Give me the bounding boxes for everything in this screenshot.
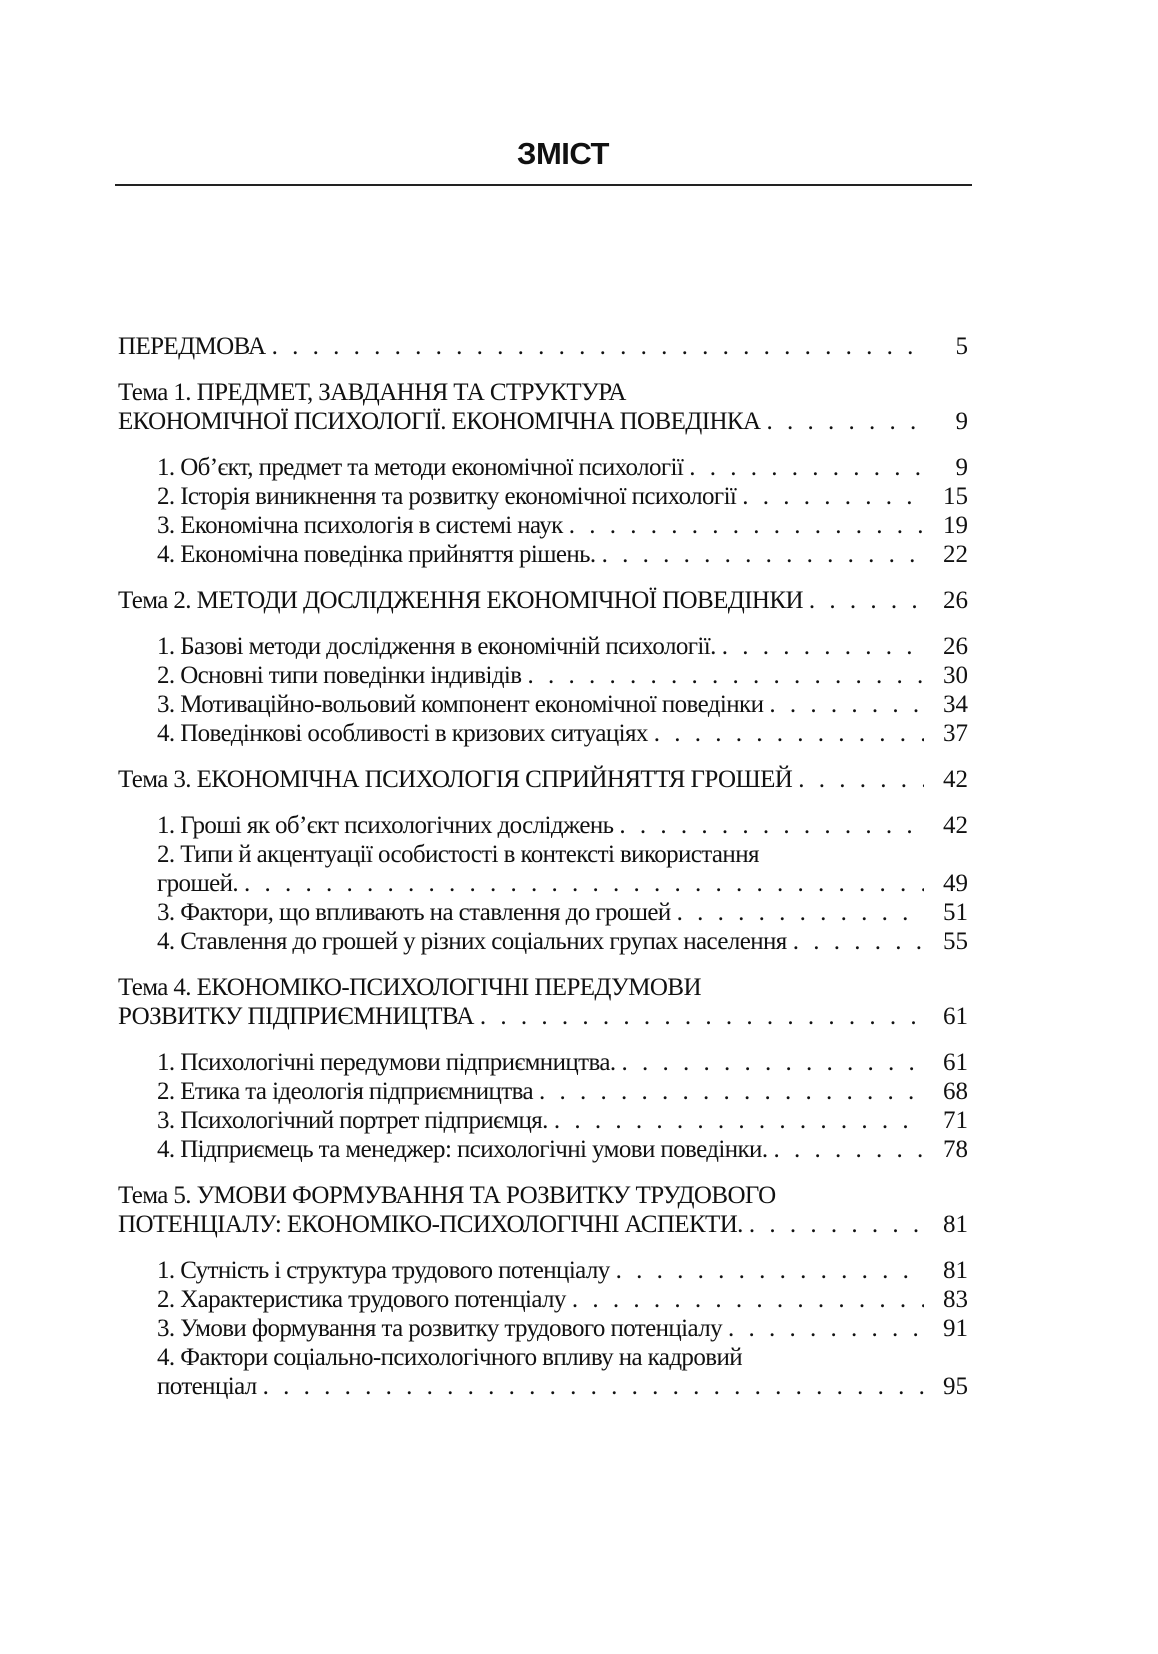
toc-entry-text: 2. Характеристика трудового потенціалу — [157, 1286, 566, 1313]
toc-topic-entry — [118, 586, 968, 615]
toc-subsection-entry — [118, 1135, 968, 1164]
toc-entry-text: 3. Умови формування та розвитку трудового потенціалу — [157, 1315, 723, 1342]
toc-entry-text: Тема 4. ЕКОНОМІКО-ПСИХОЛОГІЧНІ ПЕРЕДУМОВИ — [118, 974, 701, 1001]
title-underline — [115, 184, 972, 186]
toc-entry-text: ЕКОНОМІЧНОЇ ПСИХОЛОГІЇ. ЕКОНОМІЧНА ПОВЕДІНКА — [118, 408, 761, 435]
dot-leader — [716, 632, 924, 661]
toc-entry-text: ПОТЕНЦІАЛУ: ЕКОНОМІКО-ПСИХОЛОГІЧНІ АСПЕКТИ. — [118, 1211, 743, 1238]
dot-leader — [787, 927, 924, 956]
toc-subsection-entry — [118, 1343, 968, 1401]
dot-leader — [736, 482, 924, 511]
toc-line — [118, 973, 968, 1002]
toc-subsection-entry — [118, 1077, 968, 1106]
toc-page-number: 42 — [943, 766, 968, 793]
toc-subsection-entry — [118, 540, 968, 569]
toc-line — [118, 1077, 968, 1106]
dot-leader — [613, 811, 924, 840]
toc-line — [118, 511, 968, 540]
toc-topic-entry — [118, 1181, 968, 1239]
toc-line — [118, 482, 968, 511]
toc-page-number: 78 — [943, 1136, 968, 1163]
toc-subsection-entry — [118, 840, 968, 898]
dot-leader — [768, 1135, 925, 1164]
toc-line — [118, 811, 968, 840]
toc-page-number: 22 — [943, 541, 968, 568]
toc-line — [118, 1314, 968, 1343]
toc-entry-text: 4. Фактори соціально-психологічного впливу на кадровий — [157, 1344, 742, 1371]
dot-leader — [722, 1314, 924, 1343]
toc-topic-entry — [118, 332, 968, 361]
toc-entry-text: 4. Економічна поведінка прийняття рішень. — [157, 541, 596, 568]
toc-entry-text: 1. Сутність і структура трудового потенціалу — [157, 1257, 610, 1284]
toc-line — [118, 632, 968, 661]
toc-entry-text: грошей. — [157, 870, 239, 897]
toc-page-number: 15 — [943, 483, 968, 510]
toc-line — [118, 1048, 968, 1077]
toc-entry-text: 3. Економічна психологія в системі наук — [157, 512, 563, 539]
toc-page-number: 95 — [943, 1373, 968, 1400]
toc-subsection-entry — [118, 661, 968, 690]
toc-entry-text: ПЕРЕДМОВА — [118, 333, 266, 360]
toc-page-number: 42 — [943, 812, 968, 839]
toc-line — [118, 1256, 968, 1285]
toc-page-number: 91 — [943, 1315, 968, 1342]
dot-leader — [763, 690, 924, 719]
toc-entry-text: 1. Психологічні передумови підприємництва. — [157, 1049, 616, 1076]
toc-entry-text: потенціал — [157, 1373, 257, 1400]
toc-page-number: 26 — [943, 587, 968, 614]
dot-leader — [474, 1002, 924, 1031]
toc-page-number: 19 — [943, 512, 968, 539]
toc-subsection-entry — [118, 1048, 968, 1077]
toc-entry-text: Тема 1. ПРЕДМЕТ, ЗАВДАННЯ ТА СТРУКТУРА — [118, 379, 626, 406]
toc-line — [118, 540, 968, 569]
dot-leader — [563, 511, 924, 540]
toc-subsection-entry — [118, 811, 968, 840]
toc-subsection-entry — [118, 1314, 968, 1343]
toc-subsection-entry — [118, 632, 968, 661]
dot-leader — [238, 869, 924, 898]
toc-line — [118, 1181, 968, 1210]
toc-subsection-entry — [118, 511, 968, 540]
toc-line — [118, 332, 968, 361]
toc-topic-entry — [118, 378, 968, 436]
dot-leader — [743, 1210, 924, 1239]
toc-line — [118, 898, 968, 927]
toc-page-number: 9 — [955, 408, 968, 435]
dot-leader — [616, 1048, 925, 1077]
toc-subsection-entry — [118, 898, 968, 927]
toc-line — [118, 1002, 968, 1031]
toc-entry-text: 3. Психологічний портрет підприємця. — [157, 1107, 548, 1134]
toc-entry-text: 3. Фактори, що впливають на ставлення до грошей — [157, 899, 671, 926]
toc-entry-text: 4. Поведінкові особливості в кризових ситуаціях — [157, 720, 648, 747]
toc-page-number: 51 — [943, 899, 968, 926]
toc-entry-text: 2. Основні типи поведінки індивідів — [157, 662, 522, 689]
toc-page-number: 30 — [943, 662, 968, 689]
dot-leader — [266, 332, 924, 361]
toc-entry-text: 1. Об’єкт, предмет та методи економічної психології — [157, 454, 684, 481]
toc-page-number: 81 — [943, 1257, 968, 1284]
toc-line — [118, 927, 968, 956]
dot-leader — [803, 586, 924, 615]
toc-entry-text: 2. Типи й акцентуації особистості в контексті використання — [157, 841, 759, 868]
dot-leader — [522, 661, 925, 690]
toc-page-number: 61 — [943, 1003, 968, 1030]
toc-page-number: 34 — [943, 691, 968, 718]
dot-leader — [671, 898, 924, 927]
toc-line — [118, 1210, 968, 1239]
toc-line — [118, 1135, 968, 1164]
toc-entry-text: 1. Базові методи дослідження в економічній психології. — [157, 633, 716, 660]
toc-entry-text: 3. Мотиваційно-вольовий компонент економічної поведінки — [157, 691, 764, 718]
toc-line — [118, 661, 968, 690]
toc-page-number: 81 — [943, 1211, 968, 1238]
toc-subsection-entry — [118, 927, 968, 956]
toc-line — [118, 1343, 968, 1372]
toc-entry-text: Тема 3. ЕКОНОМІЧНА ПСИХОЛОГІЯ СПРИЙНЯТТЯ ГРОШЕЙ — [118, 766, 793, 793]
toc-entry-text: РОЗВИТКУ ПІДПРИЄМНИЦТВА — [118, 1003, 474, 1030]
toc-subsection-entry — [118, 1106, 968, 1135]
toc-entry-text: 4. Підприємець та менеджер: психологічні умови поведінки. — [157, 1136, 768, 1163]
dot-leader — [648, 719, 924, 748]
dot-leader — [760, 407, 924, 436]
toc-page-number: 71 — [943, 1107, 968, 1134]
toc-line — [118, 453, 968, 482]
toc-line — [118, 840, 968, 869]
toc-page-number: 68 — [943, 1078, 968, 1105]
toc-line — [118, 1106, 968, 1135]
toc-subsection-entry — [118, 719, 968, 748]
dot-leader — [566, 1285, 924, 1314]
toc-entry-text: 2. Етика та ідеологія підприємництва — [157, 1078, 534, 1105]
toc-line — [118, 1372, 968, 1401]
toc-line — [118, 378, 968, 407]
toc-entry-text: 2. Історія виникнення та розвитку економічної психології — [157, 483, 737, 510]
toc-subsection-entry — [118, 1285, 968, 1314]
dot-leader — [548, 1106, 924, 1135]
toc-line — [118, 719, 968, 748]
toc-entry-text: Тема 2. МЕТОДИ ДОСЛІДЖЕННЯ ЕКОНОМІЧНОЇ ПОВЕДІНКИ — [118, 587, 803, 614]
toc-page-number: 61 — [943, 1049, 968, 1076]
toc-line — [118, 586, 968, 615]
toc-entry-text: Тема 5. УМОВИ ФОРМУВАННЯ ТА РОЗВИТКУ ТРУДОВОГО — [118, 1182, 776, 1209]
toc-subsection-entry — [118, 690, 968, 719]
toc-line — [118, 1285, 968, 1314]
page-title: ЗМІСТ — [517, 136, 609, 171]
toc-page-number: 26 — [943, 633, 968, 660]
toc-page-number: 9 — [955, 454, 968, 481]
toc-topic-entry — [118, 973, 968, 1031]
toc-entry-text: 1. Гроші як об’єкт психологічних досліджень — [157, 812, 614, 839]
table-of-contents — [118, 332, 968, 1401]
dot-leader — [596, 540, 924, 569]
toc-subsection-entry — [118, 482, 968, 511]
toc-page-number: 83 — [943, 1286, 968, 1313]
toc-entry-text: 4. Ставлення до грошей у різних соціальних групах населення — [157, 928, 787, 955]
toc-page-number: 55 — [943, 928, 968, 955]
toc-subsection-entry — [118, 1256, 968, 1285]
toc-line — [118, 690, 968, 719]
toc-page-number: 49 — [943, 870, 968, 897]
dot-leader — [683, 453, 924, 482]
toc-line — [118, 765, 968, 794]
toc-line — [118, 869, 968, 898]
toc-topic-entry — [118, 765, 968, 794]
toc-line — [118, 407, 968, 436]
dot-leader — [610, 1256, 924, 1285]
dot-leader — [257, 1372, 924, 1401]
toc-page-number: 5 — [955, 333, 968, 360]
dot-leader — [792, 765, 924, 794]
toc-page-number: 37 — [943, 720, 968, 747]
dot-leader — [533, 1077, 924, 1106]
toc-subsection-entry — [118, 453, 968, 482]
